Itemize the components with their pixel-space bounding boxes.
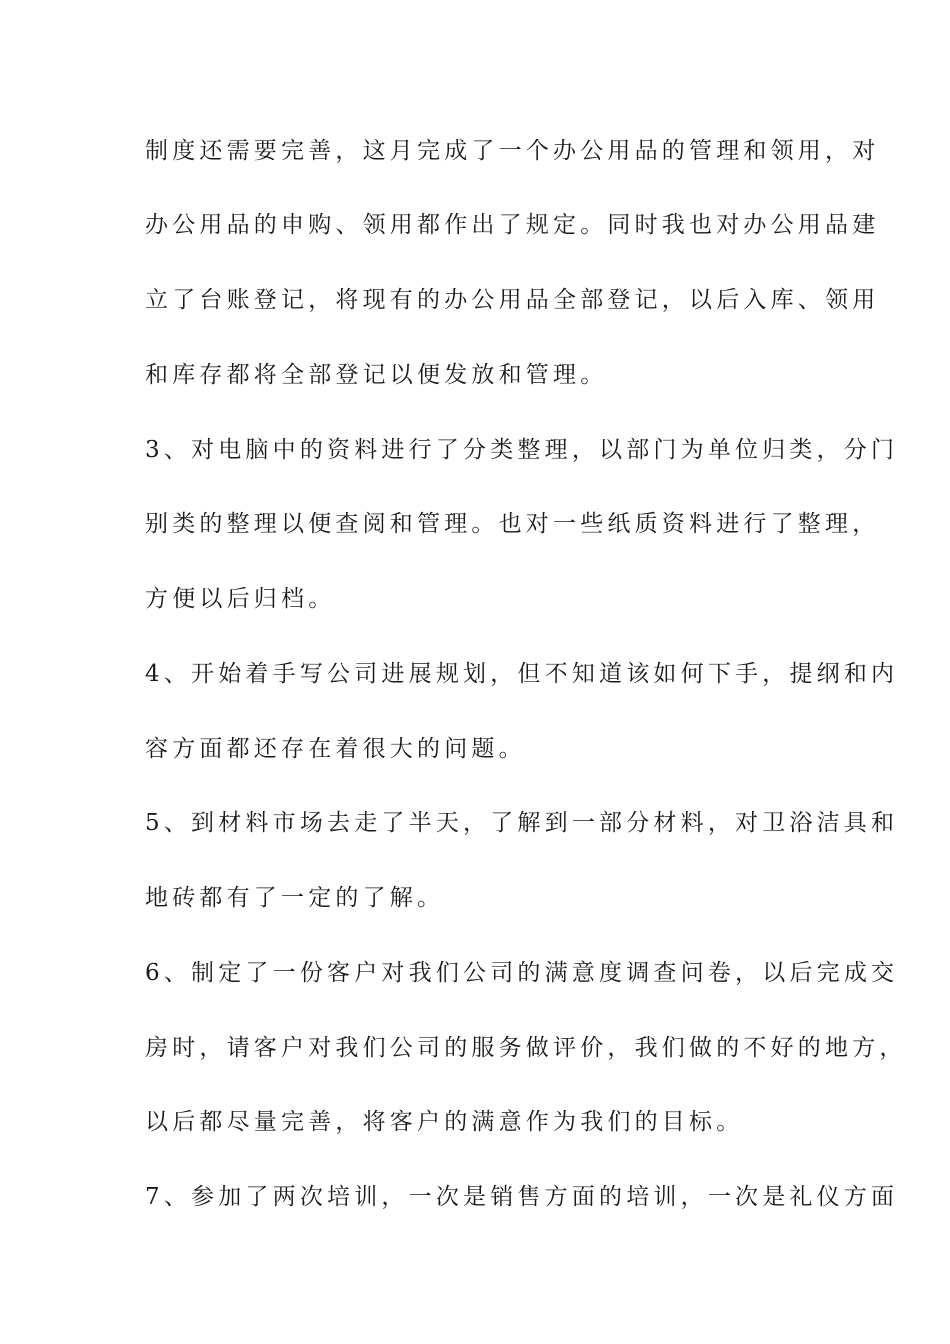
- text-line: 5、到材料市场去走了半天，了解到一部分材料，对卫浴洁具和: [145, 810, 899, 836]
- text-line: 3、对电脑中的资料进行了分类整理，以部门为单位归类，分门: [145, 437, 899, 463]
- text-line: 别类的整理以便查阅和管理。也对一些纸质资料进行了整理，: [145, 511, 880, 537]
- text-line: 制度还需要完善，这月完成了一个办公用品的管理和领用，对: [145, 138, 880, 164]
- text-line: 6、制定了一份客户对我们公司的满意度调查问卷，以后完成交: [145, 960, 899, 986]
- text-line: 立了台账登记，将现有的办公用品全部登记，以后入库、领用: [145, 287, 880, 313]
- text-line: 房时，请客户对我们公司的服务做评价，我们做的不好的地方，: [145, 1035, 907, 1061]
- text-line: 以后都尽量完善，将客户的满意作为我们的目标。: [145, 1109, 744, 1135]
- text-line: 4、开始着手写公司进展规划，但不知道该如何下手，提纲和内: [145, 661, 899, 687]
- text-line: 容方面都还存在着很大的问题。: [145, 736, 526, 762]
- text-line: 方便以后归档。: [145, 586, 336, 612]
- text-line: 办公用品的申购、领用都作出了规定。同时我也对办公用品建: [145, 212, 880, 238]
- text-line: 7、参加了两次培训，一次是销售方面的培训，一次是礼仪方面: [145, 1184, 899, 1210]
- text-line: 和库存都将全部登记以便发放和管理。: [145, 362, 608, 388]
- text-line: 地砖都有了一定的了解。: [145, 885, 445, 911]
